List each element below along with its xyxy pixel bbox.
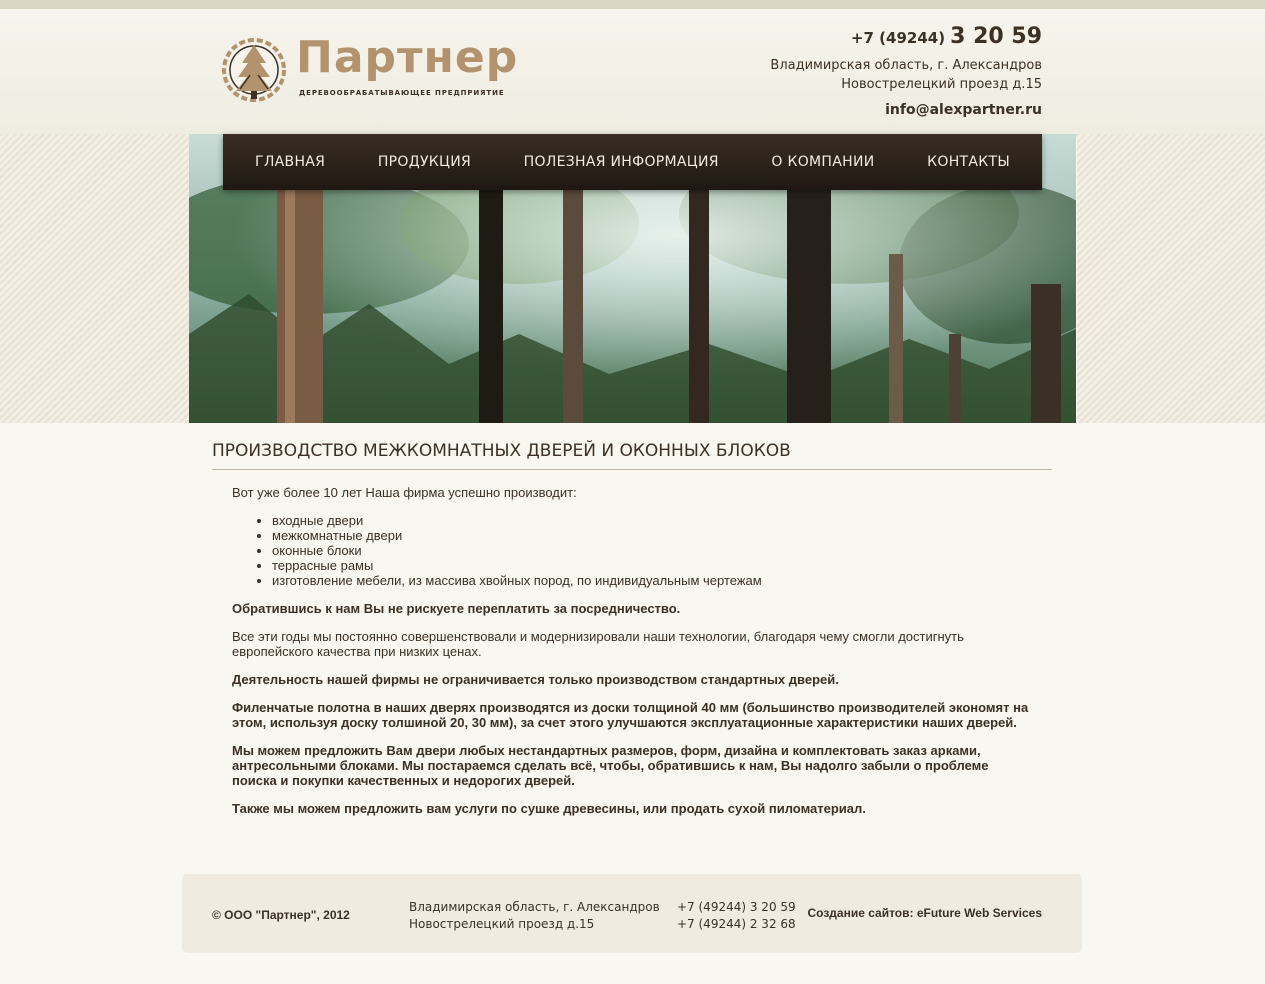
list-item: • оконные блоки <box>272 543 1032 558</box>
header <box>0 9 1265 134</box>
top-strip <box>0 0 1265 9</box>
address-line-1: Владимирская область, г. Александров <box>770 58 1042 73</box>
main-navigation <box>223 134 1042 190</box>
paragraph-text: Также мы можем предложить вам услуги по сушке древесины, или продать сухой пиломатериал. <box>232 801 866 816</box>
paragraph-text: Деятельность нашей фирмы не ограничивается только производством стандартных дверей. <box>232 672 839 687</box>
paragraph-drying-services <box>232 801 1032 816</box>
logo-brand-name: Партнер <box>296 32 519 83</box>
main-content <box>232 485 1032 829</box>
header-email-link[interactable]: info@alexpartner.ru <box>885 102 1042 118</box>
nav-item-useful-info[interactable]: ПОЛЕЗНАЯ ИНФОРМАЦИЯ <box>523 154 719 170</box>
phone-prefix: +7 (49244) <box>850 29 946 47</box>
footer-copyright: © ООО "Партнер", 2012 <box>212 908 350 922</box>
nav-item-contacts[interactable]: КОНТАКТЫ <box>927 154 1010 170</box>
logo[interactable] <box>220 32 519 105</box>
footer-address-line-2: Новострелецкий проезд д.15 <box>409 917 595 931</box>
intro-text: Вот уже более 10 лет Наша фирма успешно производит: <box>232 485 577 500</box>
paragraph-text: Мы можем предложить Вам двери любых нестандартных размеров, форм, дизайна и комплектовать заказ арками, антресольными блоками. Мы постараемся сделать всё, чтобы, обратившись к нам, Вы надолго забыли о проблеме поиска и покупки качественных и недорогих дверей. <box>232 743 989 788</box>
paragraph-not-standard <box>232 672 1032 687</box>
footer-credits-link[interactable]: Создание сайтов: eFuture Web Services <box>807 906 1042 920</box>
pine-tree-logo-icon <box>220 33 288 105</box>
nav-item-home[interactable]: ГЛАВНАЯ <box>255 154 326 170</box>
paragraph-quality: Все эти годы мы постоянно совершенствовали и модернизировали наши технологии, благодаря чему смогли достигнуть европейского качества при низких ценах. <box>232 629 964 659</box>
list-item: • изготовление мебели, из массива хвойных пород, по индивидуальным чертежам <box>272 573 1032 588</box>
footer-phones <box>677 899 796 933</box>
address-line-2: Новострелецкий проезд д.15 <box>841 77 1042 92</box>
footer-phone-1: +7 (49244) 3 20 59 <box>677 900 796 914</box>
paragraph-text: Обратившись к нам Вы не рискуете переплатить за посредничество. <box>232 601 681 616</box>
header-contacts <box>722 22 1042 118</box>
page-title: ПРОИЗВОДСТВО МЕЖКОМНАТНЫХ ДВЕРЕЙ И ОКОННЫХ БЛОКОВ <box>212 441 1052 470</box>
nav-item-products[interactable]: ПРОДУКЦИЯ <box>377 154 471 170</box>
paragraph-no-middlemen <box>232 601 1032 616</box>
footer-address-line-1: Владимирская область, г. Александров <box>409 900 660 914</box>
list-item: • террасные рамы <box>272 558 1032 573</box>
paragraph-board-thickness <box>232 700 1032 730</box>
logo-tagline: ДЕРЕВООБРАБАТЫВАЮЩЕЕ ПРЕДПРИЯТИЕ <box>299 89 505 97</box>
footer-address <box>409 899 660 933</box>
list-item: • входные двери <box>272 513 1032 528</box>
footer <box>182 874 1082 953</box>
header-address <box>722 56 1042 94</box>
nav-item-about[interactable]: О КОМПАНИИ <box>771 154 875 170</box>
phone-number: 3 20 59 <box>950 24 1042 49</box>
footer-phone-2: +7 (49244) 2 32 68 <box>677 917 796 931</box>
header-phone <box>722 22 1042 53</box>
paragraph-text: Филенчатые полотна в наших дверях производятся из доски толщиной 40 мм (большинство производителей экономят на этом, используя доску толшиной 20, 30 мм), за счет этого улучшаются эксплуатационные характеристики наших дверей. <box>232 700 1029 730</box>
side-pattern-right <box>1077 134 1265 423</box>
list-item: • межкомнатные двери <box>272 528 1032 543</box>
products-list <box>232 513 1032 588</box>
side-pattern-left <box>0 134 190 423</box>
paragraph-custom-doors <box>232 743 1032 788</box>
